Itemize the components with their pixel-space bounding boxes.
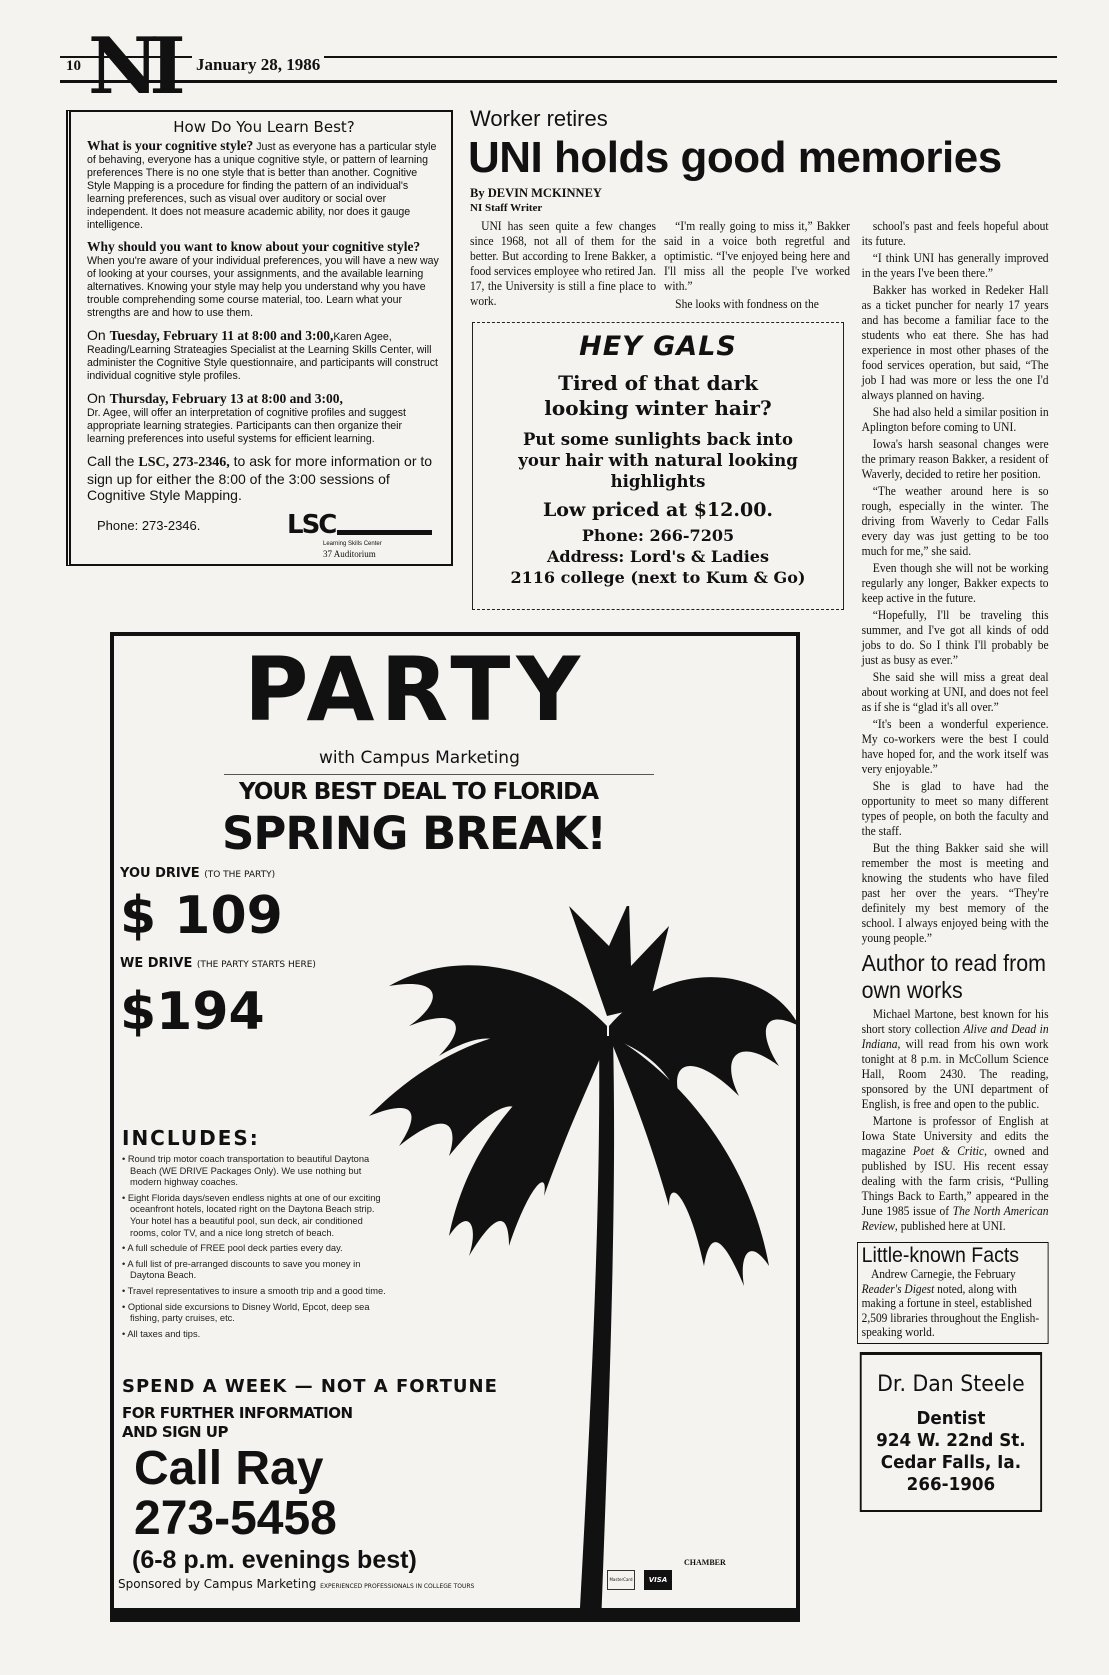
lsc-footer [87, 510, 441, 560]
you-drive [120, 866, 275, 883]
you-drive-note: (TO THE PARTY) [204, 870, 276, 880]
article-kicker: Worker retires [470, 106, 608, 131]
byline-role: NI Staff Writer [470, 202, 543, 214]
dentist-ad [860, 1352, 1042, 1512]
party-ad [110, 632, 800, 1622]
paragraph: Bakker has worked in Redeker Hall as a ticket puncher for nearly 17 years and has become a familiar face to the students who eat there. She has had experience in most other phases of the food services operation, but said, “The job I had was more or less the one I'd always planned on having. [861, 283, 1049, 402]
include-item: • Round trip motor coach transportation to beautiful Daytona Beach (WE DRIVE Packages Only). We use nothing but modern highway coaches. [122, 1154, 390, 1189]
s2-on: On [87, 390, 110, 406]
mastercard-logo: MasterCard [607, 1570, 635, 1590]
hey-gals-ad [472, 322, 844, 610]
sponsor-name: Sponsored by Campus Marketing [118, 1577, 317, 1591]
party-rule [224, 774, 654, 775]
article-col-2 [664, 219, 850, 315]
paragraph: Iowa's harsh seasonal changes were the primary reason Bakker, a resident of Waverly, decided to retire her position. [861, 437, 1049, 481]
byline [470, 186, 602, 215]
gals-line1: Tired of that dark looking winter hair? [544, 371, 772, 420]
further-info [122, 1404, 353, 1442]
paragraph: Michael Martone, best known for his short story collection Alive and Dead in Indiana, will read from his own work tonight at 8 p.m. in McCollum Science Hall, Room 2430. The reading, sponsored by the UNI department of English, is free and open to the public. [861, 1007, 1049, 1111]
q2-heading: Why should you want to know about your cognitive style? [87, 239, 421, 254]
rule-bottom [60, 80, 1057, 83]
paragraph: Martone is professor of English at Iowa State University and edits the magazine Poet & Critic, owned and published by ISU. His recent essay dealing with the farm crisis, “Pulling Things Back to Earth,” appeared in the June 1985 issue of The North American Review, published here at UNI. [861, 1114, 1049, 1233]
ray-phone: 273-5458 [134, 1492, 337, 1545]
session1-body: Karen Agee, Reading/Learning Strateagies Specialist at the Learning Skills Center, will administer the Cognitive Style questionnaire, and participants will construct individual cognitive style profiles. [87, 331, 438, 382]
palm-tree-illustration [369, 906, 799, 1622]
q1-heading: What is your cognitive style? [87, 138, 254, 153]
dentist-address: 924 W. 22nd St. [876, 1429, 1026, 1451]
price-you-drive: $ 109 [120, 886, 283, 946]
include-item: • Travel representatives to insure a smooth trip and a good time. [122, 1286, 390, 1298]
paragraph: UNI has seen quite a few changes since 1968, not all of them for the better. But according to Irene Bakker, a food services employee who retired Jan. 17, the University is still a fine place to work. [470, 219, 656, 308]
session2-date: Thursday, February 13 at 8:00 and 3:00, [109, 391, 343, 406]
include-item: • Eight Florida days/seven endless nights at one of our exciting oceanfront hotels, located right on the Daytona Beach strip. Your hotel has a beautiful pool, sun deck, air conditioned rooms, color TV, and a nice long stretch of beach. [122, 1193, 390, 1239]
gals-address1: Address: Lord's & Ladies [547, 547, 769, 566]
gals-line2: Put some sunlights back into your hair with natural looking highlights [518, 430, 798, 491]
call-hours: (6-8 p.m. evenings best) [132, 1546, 417, 1574]
paragraph: She looks with fondness on the [675, 297, 819, 311]
sponsor-tagline: EXPERIENCED PROFESSIONALS IN COLLEGE TOURS [320, 1583, 475, 1590]
paragraph: “It's been a wonderful experience. My co-workers were the best I could have hoped for, and the work itself was very enjoyable.” [861, 717, 1049, 776]
ni-logo: NI [88, 21, 176, 112]
sponsor [118, 1577, 474, 1594]
issue-date: January 28, 1986 [192, 55, 324, 75]
paragraph: She had also held a similar position in Aplington before coming to UNI. [861, 405, 1049, 434]
spend-text: SPEND A WEEK — NOT A FORTUNE [122, 1376, 498, 1397]
dentist-phone: 266-1906 [906, 1473, 996, 1495]
page-number: 10 [62, 58, 85, 75]
visa-logo: VISA [644, 1570, 672, 1590]
author-headline: Author to read from own works [861, 950, 1046, 1003]
paragraph: “Hopefully, I'll be traveling this summer, and I've got all kinds of odd jobs to do. So I think I'll probably be just as busy as ever.” [861, 608, 1049, 667]
lsc-logo-sub: Learning Skills Center [323, 541, 382, 547]
lsc-logo: LSC [287, 510, 336, 540]
paragraph: school's past and feels hopeful about its future. [861, 219, 1049, 248]
paragraph: She said she will miss a great deal about working at UNI, and does not feel as if she is “glad it's all over.” [861, 670, 1049, 714]
gals-price: Low priced at $12.00. [542, 499, 774, 521]
call-post: to ask for more information or to sign up for either the 8:00 of the 3:00 sessions of Cognitive Style Mapping. [87, 453, 433, 503]
call-lsc: LSC, 273-2346, [138, 455, 230, 470]
includes-heading: INCLUDES: [122, 1126, 260, 1150]
q1-body: Just as everyone has a particular style of behaving, everyone has a unique cognitive style, or pattern of learning preferences There is no one style that is better than another. Cognitive Style Mapping is a procedure for finding the pattern of an individual's learning preferences, such as visual over auditory or social over independent. It does not measure academic ability, nor does it gauge intelligence. [87, 141, 437, 231]
article-headline: UNI holds good memories [468, 133, 1002, 182]
session1-date: Tuesday, February 11 at 8:00 and 3:00, [109, 328, 334, 343]
paragraph: “I think UNI has generally improved in the years I've been there.” [861, 251, 1049, 280]
byline-name: By DEVIN MCKINNEY [470, 186, 602, 200]
you-drive-label: YOU DRIVE [120, 866, 200, 881]
facts-title: Little-known Facts [861, 1244, 1020, 1267]
lsc-address: 37 Auditorium [323, 549, 376, 559]
paragraph: “The weather around here is so rough, especially in the winter. The driving from Waverly to Cedar Falls every day was just getting to be too much for me,” she said. [861, 484, 1049, 558]
we-drive [120, 956, 316, 973]
include-item: • A full schedule of FREE pool deck parties every day. [122, 1243, 390, 1255]
paragraph: But the thing Bakker said she will remember the most is meeting and knowing the students who have filed past her over the years. “They're definitely my best memory of the school. I always enjoyed being with the young people.” [861, 841, 1049, 945]
includes-list [122, 1154, 390, 1344]
paragraph: She is glad to have had the opportunity to meet so many different types of people, on both the faculty and the staff. [861, 779, 1049, 838]
article-col-3 [857, 219, 1049, 946]
gals-title: HEY GALS [579, 331, 737, 362]
paragraph: “I'm really going to miss it,” Bakker said in a voice both regretful and optimistic. “I've enjoyed being here and I'll miss all the people I've worked with.” [664, 219, 850, 293]
party-subtitle: with Campus Marketing [319, 748, 520, 768]
party-title: PARTY [244, 638, 587, 741]
lsc-title: How Do You Learn Best? [173, 118, 355, 136]
s1-on: On [87, 327, 110, 343]
gals-phone: Phone: 266-7205 [581, 526, 735, 545]
little-known-facts [857, 1242, 1049, 1344]
q2-body: When you're aware of your individual preferences, you will have a new way of looking at your courses, your assignments, and the available learning alternatives. Knowing your style may help you understand why you have trouble comprehending some course material, too. Learn what your strengths are and how to use them. [87, 255, 439, 319]
author-article-body [857, 1007, 1049, 1234]
gals-address2: 2116 college (next to Kum & Go) [510, 568, 806, 587]
article-col-1 [470, 219, 656, 312]
lsc-phone: Phone: 273-2346. [97, 518, 201, 533]
further-line1: FOR FURTHER INFORMATION [122, 1404, 353, 1422]
spring-break-text: SPRING BREAK! [222, 807, 606, 860]
include-item: • Optional side excursions to Disney World, Epcot, deep sea fishing, party cruises, etc. [122, 1302, 390, 1325]
call-pre: Call the [87, 453, 139, 469]
lsc-ad [66, 110, 453, 566]
session2-body: Dr. Agee, will offer an interpretation of cognitive profiles and suggest appropriate learning strategies. Participants can then organize their learning preferences into useful systems for efficient learning. [87, 407, 406, 445]
dentist-title: Dentist [916, 1407, 986, 1429]
paragraph: Even though she will not be working regularly any longer, Bakker expects to keep active in the future. [861, 561, 1049, 605]
include-item: • All taxes and tips. [122, 1329, 390, 1341]
include-item: • A full list of pre-arranged discounts to save you money in Daytona Beach. [122, 1259, 390, 1282]
price-we-drive: $194 [120, 982, 265, 1042]
we-drive-note: (THE PARTY STARTS HERE) [196, 960, 316, 970]
right-column [857, 219, 1049, 1512]
deal-text: YOUR BEST DEAL TO FLORIDA [239, 779, 599, 805]
dentist-city: Cedar Falls, Ia. [880, 1451, 1022, 1473]
chamber-logo: CHAMBER [684, 1558, 726, 1567]
we-drive-label: WE DRIVE [120, 956, 193, 971]
further-line2: AND SIGN UP [122, 1423, 228, 1441]
dentist-name: Dr. Dan Steele [877, 1371, 1025, 1397]
lsc-logo-line [337, 530, 432, 535]
facts-body: Andrew Carnegie, the February Reader's Digest noted, along with making a fortune in steel, established 2,509 libraries throughout the English-speaking world. [861, 1267, 1040, 1339]
call-ray: Call Ray [134, 1442, 324, 1495]
